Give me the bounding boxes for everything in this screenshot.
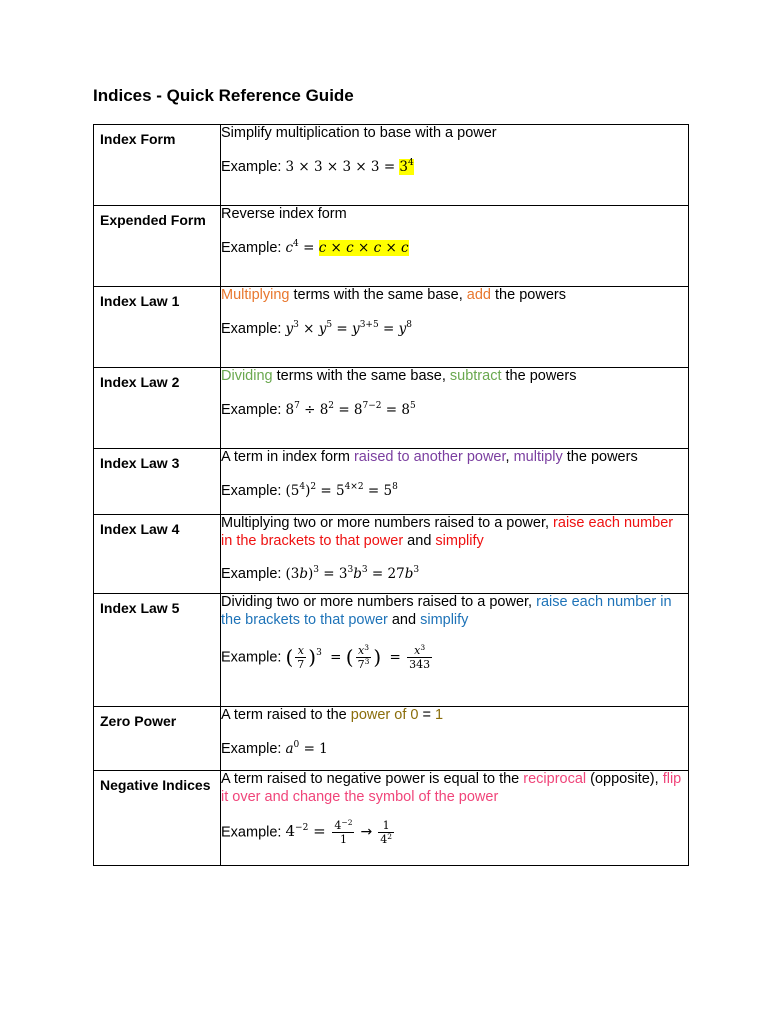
- example-math: [285, 566, 419, 582]
- right-arrow-icon: →: [360, 824, 373, 841]
- fraction-denominator: 1: [332, 832, 354, 846]
- row-label-cell: [94, 707, 221, 771]
- math-base: y: [318, 320, 327, 337]
- desc-text: ,: [505, 449, 514, 465]
- desc-text: the powers: [501, 368, 577, 384]
- math-text: = 8: [381, 401, 410, 418]
- math-text: =: [298, 239, 319, 256]
- math-exponent: 4: [293, 238, 299, 249]
- row-example: [221, 159, 688, 177]
- desc-text: the powers: [562, 449, 638, 465]
- example-label: Example:: [221, 649, 282, 666]
- close-paren: ): [373, 644, 382, 669]
- math-text: ): [308, 566, 314, 582]
- row-label: Index Form: [100, 131, 176, 147]
- example-math: [285, 240, 408, 256]
- page-title: Indices - Quick Reference Guide: [93, 86, 354, 105]
- math-exponent: 4: [408, 157, 414, 168]
- math-exponent: 5: [326, 319, 333, 330]
- desc-highlight: add: [466, 287, 491, 303]
- desc-highlight: raise each number in the brackets to that power: [221, 594, 672, 628]
- row-content-cell: [221, 707, 689, 771]
- math-exponent: 3: [413, 565, 420, 575]
- desc-text: =: [418, 707, 436, 723]
- desc-text: and: [403, 532, 436, 549]
- desc-highlight: flip it over and change the symbol of the power: [221, 771, 682, 805]
- row-label-cell: [94, 594, 221, 707]
- fraction-numerator: [332, 819, 354, 832]
- row-label-cell: [94, 287, 221, 368]
- example-math: [285, 402, 415, 418]
- row-content-cell: [221, 287, 689, 368]
- row-description: [221, 206, 688, 224]
- desc-text: (opposite),: [586, 771, 663, 787]
- row-description: [221, 594, 688, 629]
- desc-text: A term raised to the: [221, 707, 351, 723]
- math-exponent: 2: [310, 481, 317, 492]
- fraction-denominator: [378, 832, 394, 846]
- row-example: [221, 321, 688, 339]
- desc-text: terms with the same base,: [272, 368, 450, 384]
- math-exponent: 3: [293, 319, 299, 330]
- table-row: [94, 206, 689, 287]
- math-text: = 27: [367, 566, 405, 582]
- row-example: [221, 819, 688, 846]
- math-base: 4: [380, 833, 388, 846]
- fraction-numerator: x: [297, 644, 304, 657]
- row-content-cell: [221, 449, 689, 515]
- math-text: ×: [298, 320, 319, 337]
- desc-highlight: power of 0: [350, 707, 419, 723]
- desc-highlight: reciprocal: [523, 771, 587, 787]
- fraction: [378, 819, 394, 846]
- desc-highlight: 1: [435, 707, 444, 723]
- table-row: [94, 771, 689, 866]
- math-exponent: 3: [364, 643, 369, 652]
- example-label: Example:: [221, 239, 282, 256]
- desc-highlight: raise each number in the brackets to that power: [221, 515, 674, 549]
- row-example: [221, 644, 688, 671]
- math-text: =: [378, 320, 399, 337]
- fraction-numerator: [407, 644, 432, 657]
- example-math: [285, 483, 397, 499]
- math-exponent: 2: [328, 400, 335, 411]
- desc-text: Dividing two or more numbers raised to a power,: [221, 594, 537, 610]
- math-exponent: −2: [295, 823, 309, 834]
- fraction: [332, 819, 354, 846]
- example-label: Example:: [221, 401, 282, 418]
- fraction: [407, 644, 432, 671]
- fraction-numerator: 1: [382, 819, 390, 832]
- math-exponent: 3: [347, 565, 354, 575]
- table-row: [94, 287, 689, 368]
- math-base: 3: [399, 158, 409, 175]
- close-paren: ): [308, 644, 317, 669]
- fraction-denominator: 7: [297, 658, 305, 671]
- math-variable: x: [357, 644, 365, 657]
- table-row: [94, 707, 689, 771]
- math-base: 4: [334, 819, 342, 832]
- desc-text: A term in index form: [221, 449, 354, 465]
- table-row: [94, 515, 689, 594]
- row-description: [221, 771, 688, 806]
- row-label: Index Law 4: [100, 521, 180, 537]
- math-exponent: 3+5: [359, 319, 379, 330]
- row-description: [221, 368, 688, 386]
- example-math: [285, 159, 413, 175]
- math-text: =: [308, 822, 331, 841]
- row-label: Expended Form: [100, 212, 206, 228]
- math-exponent: 2: [387, 832, 392, 841]
- desc-highlight: simplify: [420, 611, 469, 628]
- row-content-cell: [221, 206, 689, 287]
- math-exponent: 7−2: [362, 400, 382, 411]
- desc-text: Multiplying two or more numbers raised to a power,: [221, 515, 554, 531]
- math-exponent: 3: [361, 565, 368, 575]
- math-text: = 1: [299, 740, 328, 757]
- math-base: y: [285, 320, 294, 337]
- row-label: Zero Power: [100, 713, 177, 729]
- example-label: Example:: [221, 824, 282, 841]
- math-variable: b: [353, 566, 362, 582]
- row-label-cell: [94, 771, 221, 866]
- row-content-cell: [221, 515, 689, 594]
- desc-text: the powers: [491, 287, 566, 303]
- desc-highlight: multiply: [513, 449, 563, 465]
- table-row: [94, 449, 689, 515]
- table-row: [94, 125, 689, 206]
- math-exponent: 0: [293, 739, 300, 750]
- math-text: = 5: [316, 482, 345, 499]
- math-exponent: 3: [313, 565, 320, 575]
- row-label: Index Law 3: [100, 455, 180, 471]
- math-variable: b: [299, 566, 308, 582]
- math-base: y: [352, 320, 360, 337]
- row-description: [221, 449, 688, 467]
- math-text: (5: [285, 482, 300, 499]
- math-exponent: 3: [420, 643, 426, 652]
- row-description: [221, 515, 688, 550]
- desc-text: Reverse index form: [221, 206, 347, 222]
- math-text: 3 × 3 × 3 × 3 =: [285, 158, 400, 175]
- row-content-cell: [221, 594, 689, 707]
- row-label-cell: [94, 125, 221, 206]
- example-math: [285, 822, 330, 840]
- row-label-cell: [94, 449, 221, 515]
- fraction: [295, 644, 306, 671]
- row-label: Index Law 5: [100, 600, 180, 616]
- desc-highlight: raised to another power: [353, 449, 506, 465]
- open-paren: (: [285, 644, 294, 669]
- example-label: Example:: [221, 482, 282, 499]
- example-label: Example:: [221, 566, 282, 582]
- row-content-cell: [221, 368, 689, 449]
- math-variable: b: [404, 566, 414, 582]
- fraction-numerator: [356, 644, 372, 657]
- example-math: [285, 741, 327, 757]
- math-base: a: [285, 740, 294, 757]
- example-label: Example:: [221, 320, 282, 337]
- math-text: (3: [285, 566, 300, 582]
- desc-text: A term raised to negative power is equal to the: [221, 771, 524, 787]
- row-label-cell: [94, 368, 221, 449]
- example-math: [285, 321, 411, 337]
- highlighted-answer: [399, 159, 413, 175]
- math-base: y: [398, 320, 407, 337]
- math-base: 4: [285, 822, 296, 841]
- row-content-cell: [221, 771, 689, 866]
- math-text: = 3: [319, 566, 348, 582]
- equals-sign: =: [325, 649, 346, 666]
- desc-text: terms with the same base,: [289, 287, 467, 303]
- math-text: = 8: [334, 401, 363, 418]
- row-label: Index Law 1: [100, 293, 180, 309]
- row-description: [221, 125, 688, 143]
- row-label-cell: [94, 206, 221, 287]
- math-base: 7: [357, 658, 365, 671]
- math-text: = 5: [363, 482, 393, 499]
- row-example: [221, 240, 688, 258]
- math-text: ÷ 8: [299, 401, 329, 418]
- desc-highlight: Dividing: [221, 368, 273, 384]
- table-row: [94, 368, 689, 449]
- row-example: [221, 741, 688, 759]
- desc-highlight: subtract: [449, 368, 502, 384]
- row-label: Negative Indices: [100, 777, 211, 793]
- math-exponent: −2: [341, 818, 353, 827]
- fraction-denominator: [356, 657, 372, 671]
- math-exponent: 3: [316, 648, 322, 659]
- desc-text: and: [387, 611, 421, 628]
- example-label: Example:: [221, 740, 282, 757]
- desc-highlight: simplify: [435, 532, 484, 549]
- math-base: 8: [285, 401, 295, 418]
- row-content-cell: [221, 125, 689, 206]
- math-text: =: [332, 320, 353, 337]
- desc-highlight: Multiplying: [221, 287, 290, 303]
- math-text: ): [305, 482, 311, 499]
- open-paren: (: [345, 644, 354, 669]
- example-label: Example:: [221, 158, 282, 175]
- row-label-cell: [94, 515, 221, 594]
- math-variable: x: [414, 644, 421, 657]
- table-row: [94, 594, 689, 707]
- math-exponent: 7: [294, 400, 300, 411]
- fraction-denominator: 343: [409, 658, 431, 671]
- row-description: [221, 287, 688, 305]
- highlighted-answer: c × c × c × c: [318, 239, 409, 256]
- math-exponent: 8: [392, 481, 398, 492]
- desc-text: Simplify multiplication to base with a power: [221, 125, 497, 141]
- math-exponent: 4: [299, 481, 306, 492]
- math-base: c: [285, 239, 294, 256]
- row-label: Index Law 2: [100, 374, 180, 390]
- row-description: [221, 707, 688, 725]
- row-example: [221, 566, 688, 584]
- row-example: [221, 402, 688, 420]
- math-exponent: 4×2: [344, 481, 364, 492]
- equals-sign: =: [385, 649, 406, 666]
- reference-table: [93, 124, 689, 866]
- math-exponent: 8: [406, 319, 412, 330]
- math-exponent: 5: [410, 400, 416, 411]
- row-example: [221, 483, 688, 501]
- fraction: [356, 644, 372, 671]
- math-exponent: 3: [364, 657, 370, 666]
